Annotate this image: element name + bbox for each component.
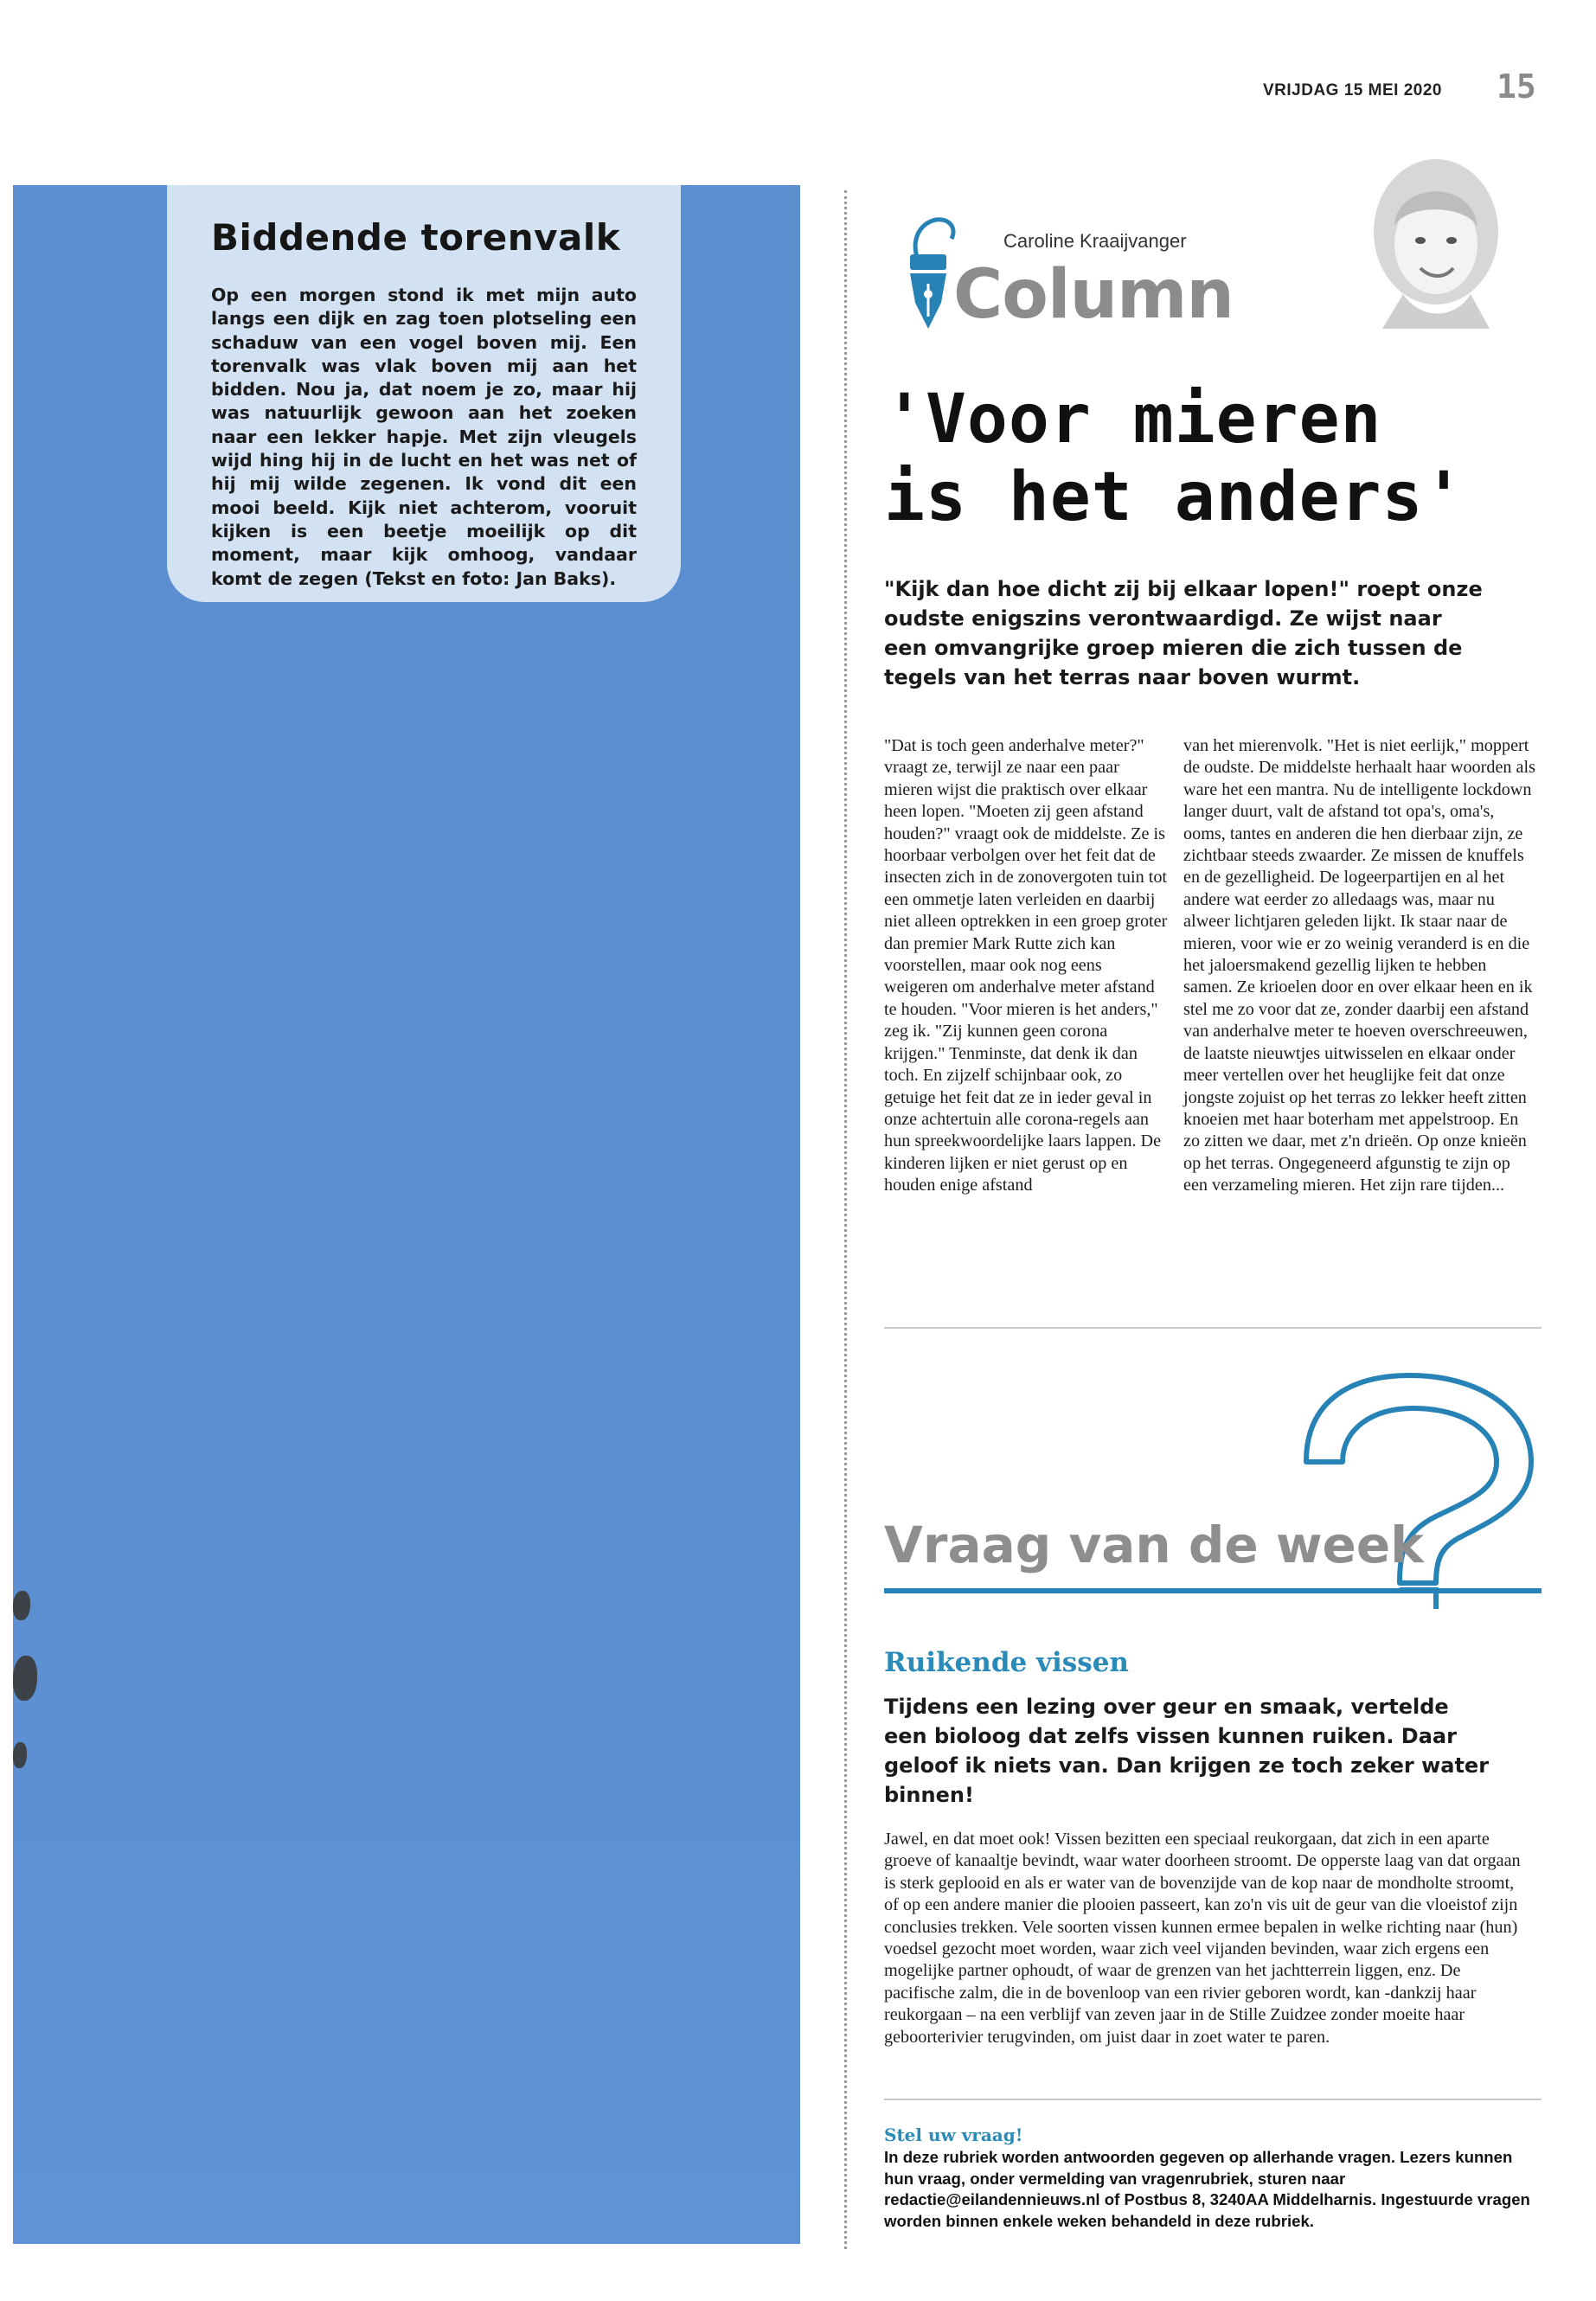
fountain-pen-mouse-icon bbox=[884, 208, 962, 337]
headline-line-2: is het anders' bbox=[884, 458, 1465, 536]
column-label: Column bbox=[953, 256, 1234, 334]
section-divider bbox=[884, 1327, 1542, 1329]
column-body-right: van het mierenvolk. "Het is niet eerlijk," moppert de oudste. De middelste herhaalt haar woorden als ware het een mantra. Nu de intelligente lockdown langer duurt, valt de afstand tot opa's, oma's, ooms, tantes en anderen die hen dierbaar zijn, ze zichtbaar steeds zwaarder. Ze missen de knuffels en de gezelligheid. De logeerpartijen en al het andere wat eerder zo alledaags was, maar nu alweer lichtjaren geleden lijkt. Ik staar naar de mieren, voor wie er zo weinig veranderd is en die het jaloersmakend gezellig lijken te hebben samen. Ze krioelen door en over elkaar heen en ik stel me zo voor dat ze, zonder daarbij een afstand van anderhalve meter te hoeven overschreeuwen, de laatste nieuwtjes uitwisselen en elkaar onder meer vertellen over het heuglijke feit dat onze jongste zojuist op het terras zo lekker heeft zitten knoeien met haar boterham met appelstroop. En zo zitten we daar, met z'n drieën. Op onze knieën op het terras. Ongegeneerd afgunstig te zijn op een verzameling mieren. Het zijn rare tijden... bbox=[1183, 736, 1535, 1195]
page-number: 15 bbox=[1497, 67, 1536, 106]
column-intro: "Kijk dan hoe dicht zij bij elkaar lopen!" roept onze oudste enigszins verontwaardigd. Ze wijst naar een omvangrijke groep mieren die zich tussen de tegels van het terras naar boven wurmt. bbox=[884, 577, 1483, 689]
section-divider bbox=[884, 2099, 1542, 2100]
column-headline bbox=[884, 381, 1542, 536]
question-text: Tijdens een lezing over geur en smaak, vertelde een bioloog dat zelfs vissen kunnen ruiken. Daar geloof ik niets van. Dan krijgen ze toch zeker water binnen! bbox=[884, 1695, 1490, 1807]
kestrel-wing-tip bbox=[13, 1591, 30, 1620]
vraag-underline bbox=[884, 1588, 1542, 1593]
photo-caption-text: Op een morgen stond ik met mijn auto langs een dijk en zag toen plotseling een schaduw van een vogel boven mij. Een torenvalk was vlak boven mij aan het bidden. Nou ja, dat noem je zo, maar hij was natuurlijk gewoon aan het zoeken naar een lekker hapje. Met zijn vleugels wijd hing hij in de lucht en het was net of hij mij wilde zegenen. Ik vond dit een mooi beeld. Kijk niet achterom, vooruit kijken is een beetje moeilijk op dit moment, maar kijk omhoog, vandaar komt de zegen (Tekst en foto: Jan Baks). bbox=[211, 285, 637, 589]
column-author: Caroline Kraaijvanger bbox=[1003, 230, 1187, 252]
author-portrait bbox=[1360, 147, 1507, 329]
kestrel-wing-tip bbox=[13, 1742, 27, 1768]
stel-uw-vraag-text: In deze rubriek worden antwoorden gegeven op allerhande vragen. Lezers kunnen hun vraag, onder vermelding van vragenrubriek, sturen naar redactie@eilandennieuws.nl of Postbus 8, 3240AA Middelharnis. Ingestuurde vragen worden binnen enkele weken behandeld in deze rubriek. bbox=[884, 2148, 1530, 2230]
headline-line-1: 'Voor mieren bbox=[884, 381, 1382, 458]
vraag-section-title: Vraag van de week bbox=[884, 1516, 1424, 1574]
kestrel-wing-tip bbox=[13, 1656, 37, 1701]
question-title: Ruikende vissen bbox=[884, 1647, 1129, 1678]
column-body-left: "Dat is toch geen anderhalve meter?" vraagt ze, terwijl ze naar een paar mieren wijst die praktisch over elkaar heen lopen. "Moeten zij geen afstand houden?" vraagt ook de middelste. Ze is hoorbaar verbolgen over het feit dat de insecten zich in de zonovergoten tuin tot een ommetje laten verleiden en daarbij niet alleen optrekken in een groep groter dan premier Mark Rutte zich kan voorstellen, maar ook nog eens weigeren om anderhalve meter afstand te houden. "Voor mieren is het anders," zeg ik. "Zij kunnen geen corona krijgen." Tenminste, dat denk ik dan toch. En zijzelf schijnbaar ook, zo getuige het feit dat ze in ieder geval in onze achtertuin alle corona-regels aan hun spreekwoordelijke laars lappen. De kinderen lijken er niet gerust op en houden enige afstand bbox=[884, 736, 1168, 1195]
page-date: VRIJDAG 15 MEI 2020 bbox=[1263, 81, 1442, 99]
column-divider bbox=[844, 190, 847, 2249]
photo-caption-title: Biddende torenvalk bbox=[211, 216, 621, 259]
stel-uw-vraag-title: Stel uw vraag! bbox=[884, 2125, 1023, 2145]
answer-text: Jawel, en dat moet ook! Vissen bezitten een speciaal reukorgaan, dat zich in een aparte groeve of kanaaltje bevindt, waar water doorheen stroomt. De opperste laag van dat orgaan is sterk geplooid en als er water van de bovenzijde van de kop naar de mondholte stroomt, of op een andere manier die plooien passeert, kan zo'n vis uit de geur van die vloeistof zijn conclusies trekken. Vele soorten vissen kunnen ermee bepalen in welke richting naar (hun) voedsel gezocht moet worden, waar zich veel vijanden bevinden, waar zich ergens een mogelijke partner ophoudt, of waar de grenzen van het jachtterrein liggen, enz. De pacifische zalm, die in de bovenloop van een rivier geboren wordt, kan -dankzij haar reukorgaan – na een verblijf van zeven jaar in de Stille Zuidzee zonder moeite haar geboorterivier terugvinden, om juist daar in zoet water te paren. bbox=[884, 1830, 1521, 2047]
